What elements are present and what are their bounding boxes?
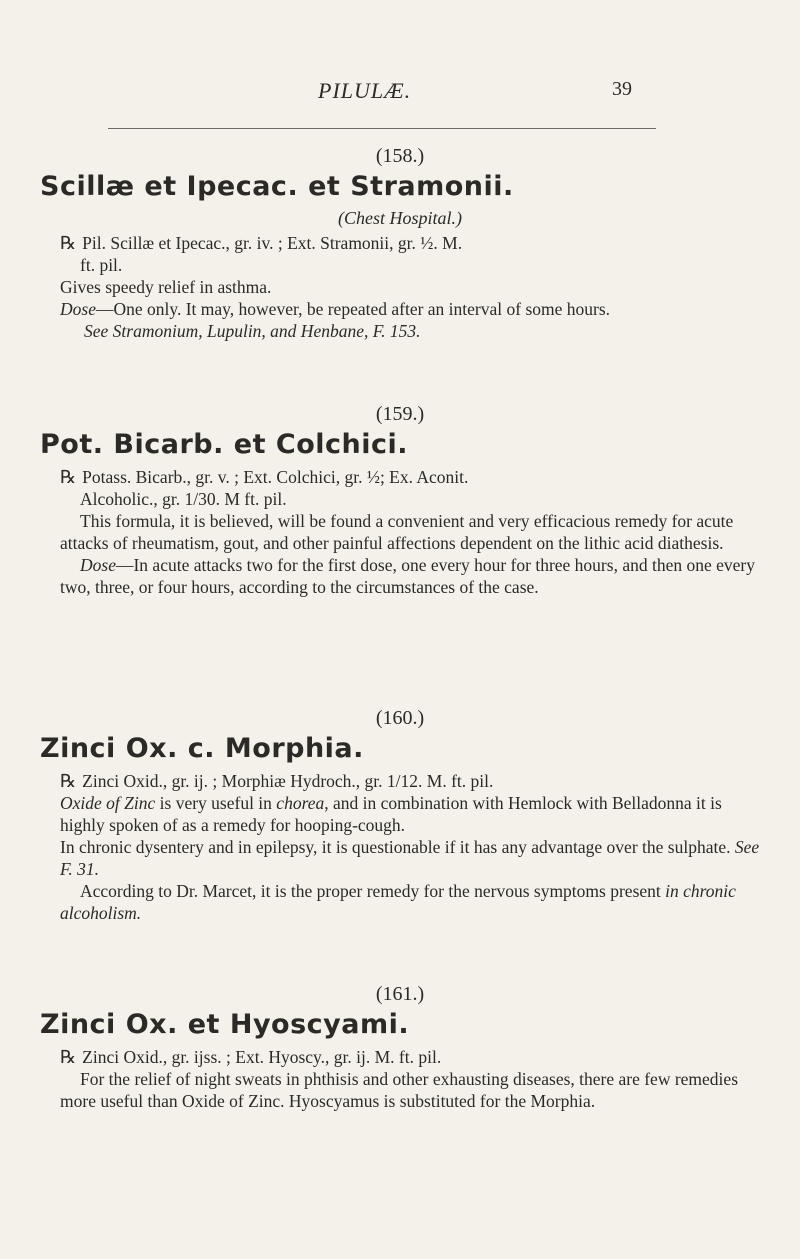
- formula-number: (158.): [375, 145, 425, 167]
- dose-note: [40, 298, 760, 320]
- running-head: [0, 78, 800, 106]
- alcoholism-term: in chronic alcoholism.: [60, 881, 736, 923]
- prescription-text: Potass. Bicarb., gr. v. ; Ext. Colchici, gr. ½; Ex. Aconit.: [82, 467, 469, 487]
- dose-label: Dose: [80, 555, 116, 575]
- prescription-text: Pil. Scillæ et Ipecac., gr. iv. ; Ext. Stramonii, gr. ½. M.: [82, 233, 463, 253]
- prescription: [40, 1046, 760, 1068]
- note-marcet: [40, 880, 760, 924]
- formula-158: [40, 142, 760, 342]
- description: For the relief of night sweats in phthisis and other exhausting diseases, there are few remedies more useful than Oxide of Zinc. Hyoscyamus is substituted for the Morphia.: [60, 1069, 739, 1111]
- running-title: PILULÆ.: [318, 78, 412, 103]
- prescription: [40, 770, 760, 792]
- formula-number: (159.): [375, 403, 425, 425]
- prescription-text-cont: ft. pil.: [80, 255, 123, 275]
- formula-title: Scillæ et Ipecac. et Stramonii.: [40, 171, 514, 202]
- dose-text: —One only. It may, however, be repeated after an interval of some hours.: [95, 299, 611, 319]
- prescription-text-cont: Alcoholic., gr. 1/30. M ft. pil.: [80, 489, 287, 509]
- oxide-of-zinc-term: Oxide of Zinc: [60, 793, 156, 813]
- description: [40, 792, 760, 836]
- description: This formula, it is believed, will be found a convenient and very efficacious remedy for acute attacks of rheumatism, gout, and other painful affections dependent on the lithic acid diathesis.: [60, 511, 734, 553]
- dose-note: [40, 554, 760, 598]
- formula-number: (161.): [375, 983, 425, 1005]
- formula-title: Pot. Bicarb. et Colchici.: [40, 429, 408, 460]
- formula-title: Zinci Ox. c. Morphia.: [40, 733, 364, 764]
- note-text: In chronic dysentery and in epilepsy, it is questionable if it has any advantage over the sulphate.: [60, 837, 731, 857]
- formula-161: [40, 980, 760, 1112]
- formula-source: (Chest Hospital.): [338, 208, 462, 228]
- prescription-text: Zinci Oxid., gr. ijss. ; Ext. Hyoscy., gr. ij. M. ft. pil.: [82, 1047, 442, 1067]
- dose-text: —In acute attacks two for the first dose, one every hour for three hours, and then one every two, three, or four hours, according to the circumstances of the case.: [60, 555, 755, 597]
- recipe-symbol: ℞: [60, 1047, 77, 1067]
- formula-ref: See F. 31.: [60, 837, 760, 879]
- recipe-symbol: ℞: [60, 467, 77, 487]
- dose-label: Dose: [60, 299, 96, 319]
- note-dysentery: [40, 836, 760, 880]
- description-text: is very useful in: [155, 793, 277, 813]
- recipe-symbol: ℞: [60, 233, 77, 253]
- cross-reference: [40, 320, 760, 342]
- page-number: 39: [612, 78, 632, 100]
- formula-159: [40, 400, 760, 598]
- formula-number: (160.): [375, 707, 425, 729]
- chorea-term: chorea: [276, 793, 325, 813]
- description-text-rest: , and in combination with Hemlock with Belladonna it is highly spoken of as a remedy for hooping-cough.: [60, 793, 722, 835]
- header-rule: [108, 128, 656, 129]
- prescription: [40, 232, 760, 276]
- recipe-symbol: ℞: [60, 771, 77, 791]
- prescription: [40, 466, 760, 510]
- prescription-text: Zinci Oxid., gr. ij. ; Morphiæ Hydroch., gr. 1/12. M. ft. pil.: [82, 771, 494, 791]
- description: Gives speedy relief in asthma.: [60, 277, 272, 297]
- formula-160: [40, 704, 760, 924]
- note-text: According to Dr. Marcet, it is the proper remedy for the nervous symptoms present: [80, 881, 661, 901]
- formula-ref: F. 153.: [372, 321, 421, 341]
- formula-title: Zinci Ox. et Hyoscyami.: [40, 1009, 410, 1040]
- see-also: See Stramonium, Lupulin, and Henbane,: [84, 321, 369, 341]
